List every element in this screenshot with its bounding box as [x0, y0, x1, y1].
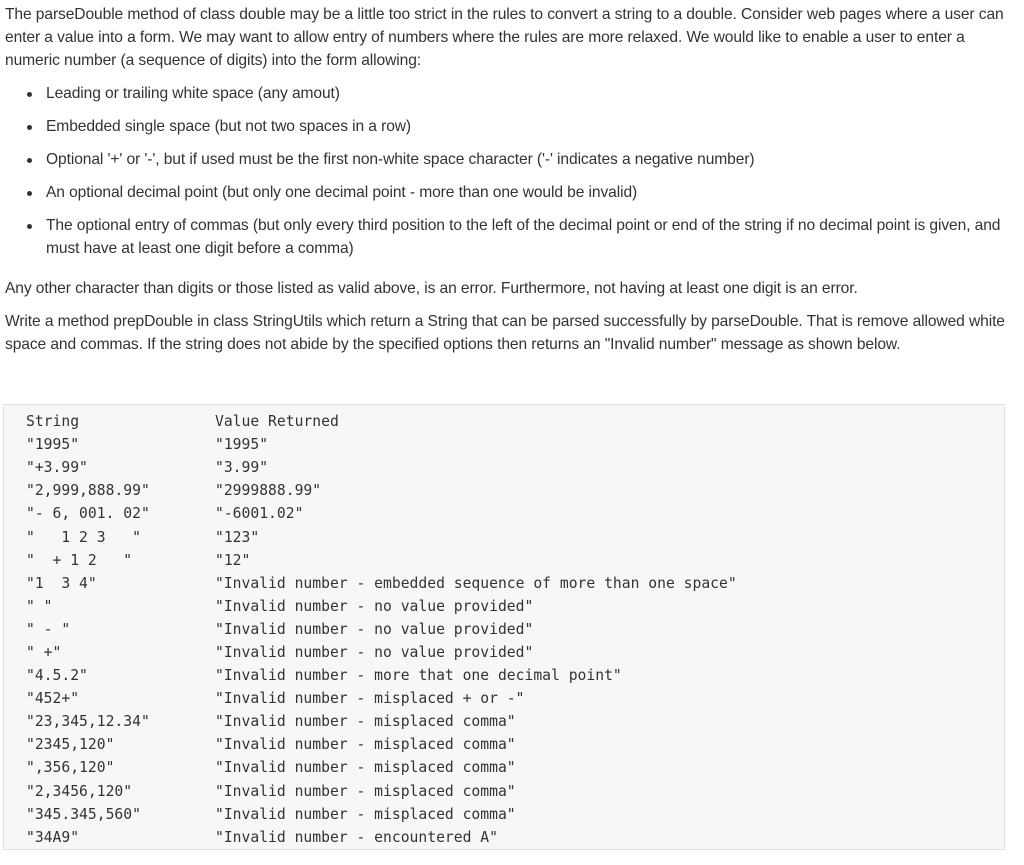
- returned-value-cell: "Invalid number - misplaced comma": [215, 805, 516, 823]
- document-body: [5, 3, 1013, 356]
- rules-list: [5, 82, 1013, 260]
- returned-value-cell: "12": [215, 551, 251, 569]
- input-string-cell: "1995": [26, 436, 80, 454]
- table-row: [26, 549, 737, 572]
- input-string-cell: "2,3456,120": [26, 782, 133, 800]
- table-row: [26, 733, 737, 756]
- returned-value-cell: "2999888.99": [215, 482, 322, 500]
- column-header-string: String: [26, 413, 80, 431]
- table-row: [26, 502, 737, 525]
- rule-text: The optional entry of commas (but only every third position to the left of the decimal point or end of the string if no decimal point is given, and must have at least one digit before a comma): [46, 217, 1001, 257]
- rule-text: Embedded single space (but not two spaces in a row): [46, 118, 412, 135]
- input-string-cell: "1 3 4": [26, 574, 97, 592]
- table-row: [26, 525, 737, 548]
- table-row: [26, 433, 737, 456]
- returned-value-cell: "3.99": [215, 459, 269, 477]
- table-header-row: [26, 410, 737, 433]
- table-row: [26, 595, 737, 618]
- table-row: [26, 456, 737, 479]
- input-string-cell: ",356,120": [26, 759, 115, 777]
- returned-value-cell: "Invalid number - misplaced + or -": [215, 690, 525, 708]
- input-string-cell: " ": [26, 597, 53, 615]
- table-row: [26, 710, 737, 733]
- returned-value-cell: "Invalid number - embedded sequence of more than one space": [215, 574, 737, 592]
- bullet-icon: [27, 191, 32, 196]
- rule-list-item: [5, 82, 1013, 105]
- returned-value-cell: "Invalid number - misplaced comma": [215, 759, 516, 777]
- input-string-cell: " +": [26, 643, 62, 661]
- error-rules-paragraph: Any other character than digits or those listed as valid above, is an error. Furthermore, not having at least one digit is an error.: [5, 280, 858, 297]
- bullet-icon: [27, 92, 32, 97]
- input-string-cell: "4.5.2": [26, 667, 88, 685]
- table-row: [26, 641, 737, 664]
- rule-list-item: [5, 115, 1013, 138]
- returned-value-cell: "Invalid number - more that one decimal point": [215, 667, 622, 685]
- input-string-cell: " - ": [26, 620, 71, 638]
- input-string-cell: "2345,120": [26, 736, 115, 754]
- returned-value-cell: "Invalid number - misplaced comma": [215, 713, 516, 731]
- examples-table: [26, 410, 737, 849]
- table-row: [26, 780, 737, 803]
- input-string-cell: "34A9": [26, 828, 80, 846]
- rule-list-item: [5, 214, 1013, 260]
- table-row: [26, 664, 737, 687]
- input-string-cell: "2,999,888.99": [26, 482, 150, 500]
- bullet-icon: [27, 224, 32, 229]
- returned-value-cell: "Invalid number - misplaced comma": [215, 736, 516, 754]
- rule-list-item: [5, 148, 1013, 171]
- column-header-value: Value Returned: [215, 413, 339, 431]
- input-string-cell: " 1 2 3 ": [26, 528, 141, 546]
- bullet-icon: [27, 158, 32, 163]
- table-row: [26, 572, 737, 595]
- input-string-cell: " + 1 2 ": [26, 551, 133, 569]
- table-row: [26, 479, 737, 502]
- returned-value-cell: "Invalid number - no value provided": [215, 643, 534, 661]
- table-row: [26, 826, 737, 849]
- rule-list-item: [5, 181, 1013, 204]
- rule-text: Leading or trailing white space (any amout): [46, 85, 340, 102]
- intro-paragraph: The parseDouble method of class double may be a little too strict in the rules to convert a string to a double. Consider web pages where a user can enter a value into a form. We may want to allow entry of numbers where the rules are more relaxed. We would like to enable a user to enter a numeric number (a sequence of digits) into the form allowing:: [5, 6, 1004, 69]
- table-row: [26, 618, 737, 641]
- rule-text: An optional decimal point (but only one decimal point - more than one would be invalid): [46, 184, 638, 201]
- returned-value-cell: "Invalid number - encountered A": [215, 828, 498, 846]
- input-string-cell: "452+": [26, 690, 80, 708]
- table-row: [26, 756, 737, 779]
- returned-value-cell: "Invalid number - no value provided": [215, 597, 534, 615]
- code-block: [3, 404, 1005, 850]
- returned-value-cell: "-6001.02": [215, 505, 304, 523]
- input-string-cell: "+3.99": [26, 459, 88, 477]
- bullet-icon: [27, 125, 32, 130]
- rule-text: Optional '+' or '-', but if used must be the first non-white space character ('-' indicates a negative number): [46, 151, 755, 168]
- input-string-cell: "345.345,560": [26, 805, 141, 823]
- table-row: [26, 803, 737, 826]
- returned-value-cell: "Invalid number - no value provided": [215, 620, 534, 638]
- returned-value-cell: "Invalid number - misplaced comma": [215, 782, 516, 800]
- task-paragraph: Write a method prepDouble in class StringUtils which return a String that can be parsed successfully by parseDouble. That is remove allowed white space and commas. If the string does not abide by the specified options then returns an "Invalid number" message as shown below.: [5, 313, 1005, 353]
- input-string-cell: "23,345,12.34": [26, 713, 150, 731]
- table-row: [26, 687, 737, 710]
- input-string-cell: "- 6, 001. 02": [26, 505, 150, 523]
- returned-value-cell: "1995": [215, 436, 269, 454]
- returned-value-cell: "123": [215, 528, 260, 546]
